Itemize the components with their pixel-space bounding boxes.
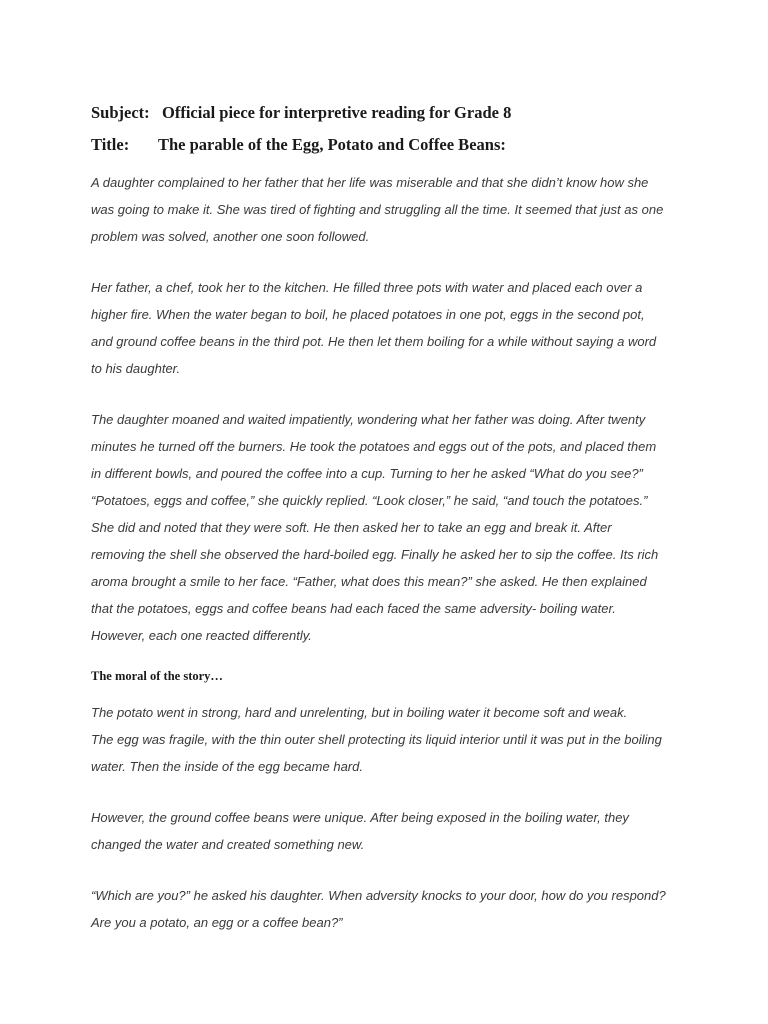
paragraph-coffee [91,804,691,858]
text-line: water. Then the inside of the egg became hard. [91,759,363,774]
text-line: changed the water and created something new. [91,837,365,852]
text-line: minutes he turned off the burners. He took the potatoes and eggs out of the pots, and placed them [91,439,657,454]
paragraph-intro [91,169,691,250]
paragraph-potato-egg [91,699,691,780]
text-line: problem was solved, another one soon followed. [91,229,370,244]
text-line: A daughter complained to her father that her life was miserable and that she didn’t know how she [91,175,649,190]
text-line: “Which are you?” he asked his daughter. When adversity knocks to your door, how do you respond? [91,888,666,903]
text-line: that the potatoes, eggs and coffee beans had each faced the same adversity- boiling water. [91,601,616,616]
text-line: in different bowls, and poured the coffee into a cup. Turning to her he asked “What do you see?” [91,466,643,481]
text-line: She did and noted that they were soft. He then asked her to take an egg and break it. After [91,520,612,535]
title-label: Title: [91,135,130,154]
text-line: However, the ground coffee beans were unique. After being exposed in the boiling water, they [91,810,629,825]
text-line: The daughter moaned and waited impatiently, wondering what her father was doing. After twenty [91,412,646,427]
text-line: The egg was fragile, with the thin outer shell protecting its liquid interior until it was put in the boiling [91,732,662,747]
subject-value: Official piece for interpretive reading for Grade 8 [162,103,512,122]
text-line: Her father, a chef, took her to the kitchen. He filled three pots with water and placed each over a [91,280,643,295]
text-line: removing the shell she observed the hard-boiled egg. Finally he asked her to sip the coffee. Its rich [91,547,659,562]
paragraph-explanation [91,406,691,649]
text-line: The potato went in strong, hard and unrelenting, but in boiling water it become soft and weak. [91,705,628,720]
paragraph-question [91,882,691,936]
paragraph-kitchen [91,274,691,382]
text-line: was going to make it. She was tired of fighting and struggling all the time. It seemed that just as one [91,202,664,217]
title-line [91,135,506,155]
title-value: The parable of the Egg, Potato and Coffee Beans: [158,135,506,154]
text-line: higher fire. When the water began to boil, he placed potatoes in one pot, eggs in the second pot, [91,307,645,322]
text-line: Are you a potato, an egg or a coffee bean?” [91,915,343,930]
text-line: and ground coffee beans in the third pot. He then let them boiling for a while without saying a word [91,334,657,349]
text-line: aroma brought a smile to her face. “Father, what does this mean?” she asked. He then explained [91,574,647,589]
text-line: However, each one reacted differently. [91,628,312,643]
moral-heading: The moral of the story… [91,669,223,683]
text-line: to his daughter. [91,361,181,376]
text-line: “Potatoes, eggs and coffee,” she quickly replied. “Look closer,” he said, “and touch the potatoes.” [91,493,648,508]
subject-label: Subject: [91,103,150,122]
subject-line [91,103,511,123]
